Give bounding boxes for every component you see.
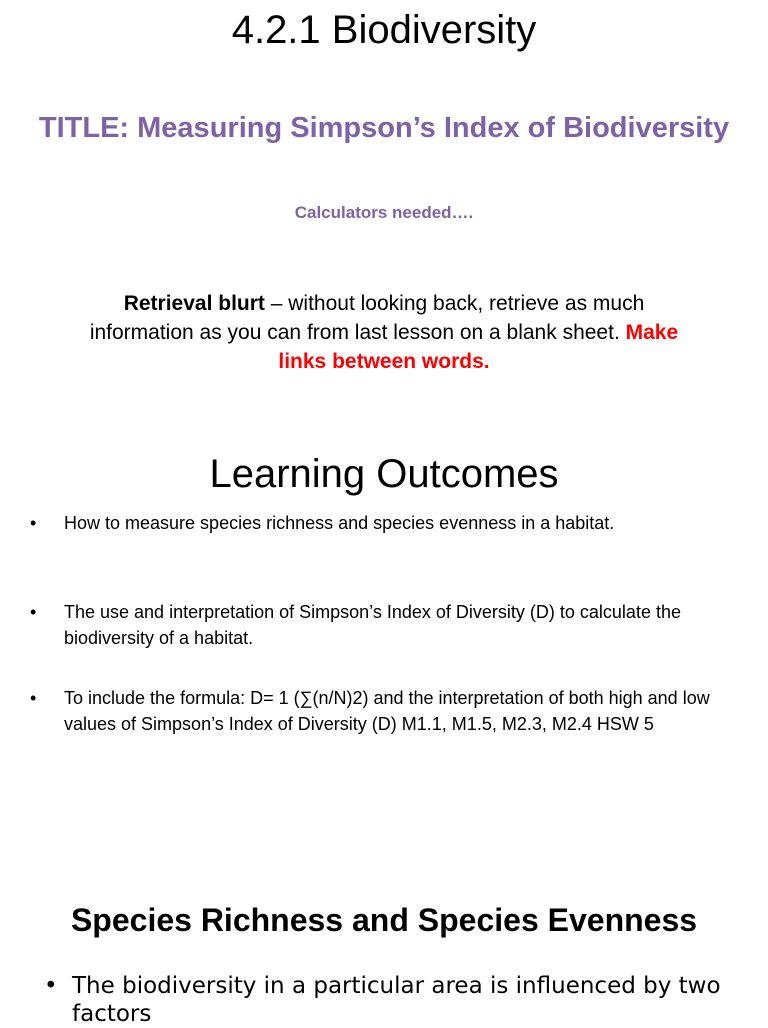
bullet-icon: • xyxy=(30,513,37,533)
learning-outcome-text: How to measure species richness and species evenness in a habitat. xyxy=(64,513,615,533)
species-richness-bullet-text: The biodiversity in a particular area is influenced by two factors xyxy=(72,973,721,1027)
lesson-title: TITLE: Measuring Simpson’s Index of Biodiversity xyxy=(38,112,730,144)
retrieval-blurt-instruction xyxy=(70,289,698,376)
slide-title: 4.2.1 Biodiversity xyxy=(231,8,537,52)
bullet-icon: • xyxy=(30,688,37,708)
bullet-icon: • xyxy=(30,602,37,622)
learning-outcome-text: To include the formula: D= 1 (∑(n/N)2) and the interpretation of both high and low values of Simpson’s Index of Diversity (D) M1.1, M1.5, M2.3, M2.4 HSW 5 xyxy=(64,688,710,734)
learning-outcome-item xyxy=(30,599,742,651)
learning-outcome-item xyxy=(30,510,742,536)
retrieval-blurt-text: – without looking back, retrieve as much information as you can from last lesson on a blank sheet. xyxy=(89,292,645,344)
retrieval-blurt-highlight: Make links between words. xyxy=(278,321,679,373)
learning-outcome-text: The use and interpretation of Simpson’s Index of Diversity (D) to calculate the biodiversity of a habitat. xyxy=(64,602,681,648)
species-richness-bullet xyxy=(44,972,734,1028)
learning-outcomes-heading: Learning Outcomes xyxy=(209,452,559,496)
species-richness-heading: Species Richness and Species Evenness xyxy=(70,902,698,938)
bullet-icon: • xyxy=(44,973,58,999)
learning-outcome-item xyxy=(30,685,742,737)
retrieval-blurt-label: Retrieval blurt xyxy=(123,292,265,315)
calculator-note: Calculators needed…. xyxy=(294,203,474,222)
